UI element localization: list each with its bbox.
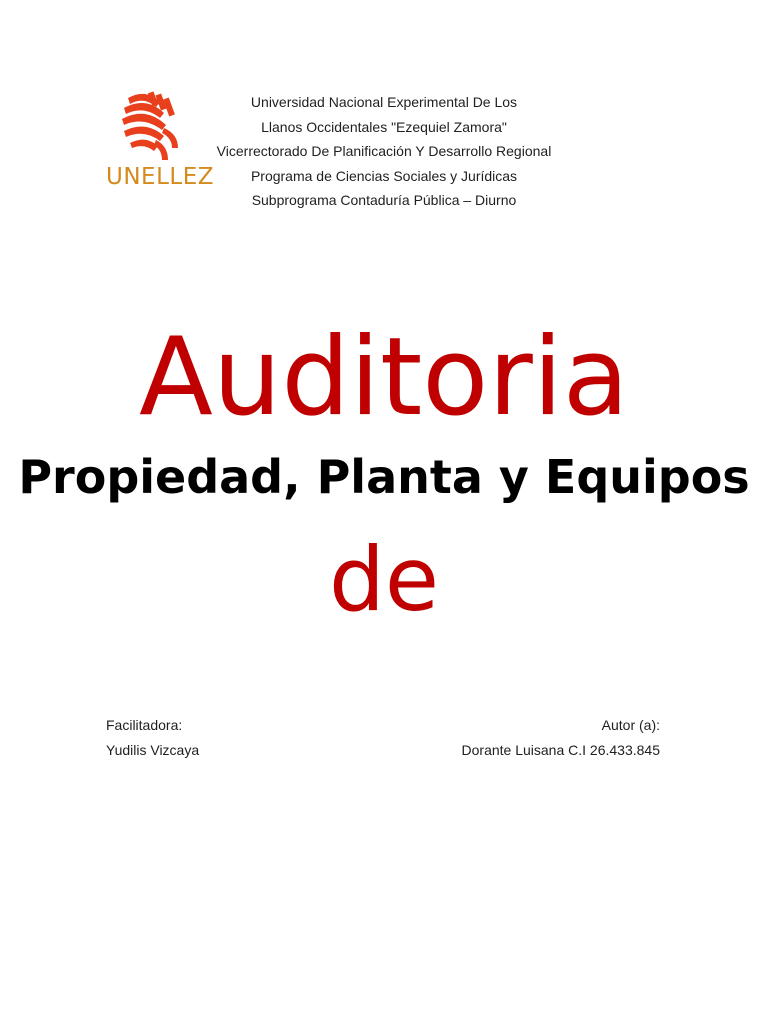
document-title: Auditoria [139, 315, 629, 440]
logo-wordmark: UNELLEZ [106, 164, 214, 190]
header-line-university: Universidad Nacional Experimental De Los [250, 94, 518, 110]
header-line-region: Llanos Occidentales "Ezequiel Zamora" [261, 118, 507, 135]
title-connector: de [329, 528, 439, 631]
header-line-subprograma: Subprograma Contaduría Pública – Diurno [251, 192, 517, 208]
author-label: Autor (a): [601, 717, 660, 733]
institution-header [184, 90, 584, 213]
header-line-vicerrectorado: Vicerrectorado De Planificación Y Desarrollo Regional [216, 143, 552, 159]
header-line-programa: Programa de Ciencias Sociales y Jurídicas [250, 167, 518, 184]
facilitator-label: Facilitadora: [106, 717, 183, 733]
author-name: Dorante Luisana C.I 26.433.845 [461, 742, 660, 758]
document-subtitle: Propiedad, Planta y Equipos [18, 450, 750, 504]
facilitator-name: Yudilis Vizcaya [106, 742, 200, 758]
